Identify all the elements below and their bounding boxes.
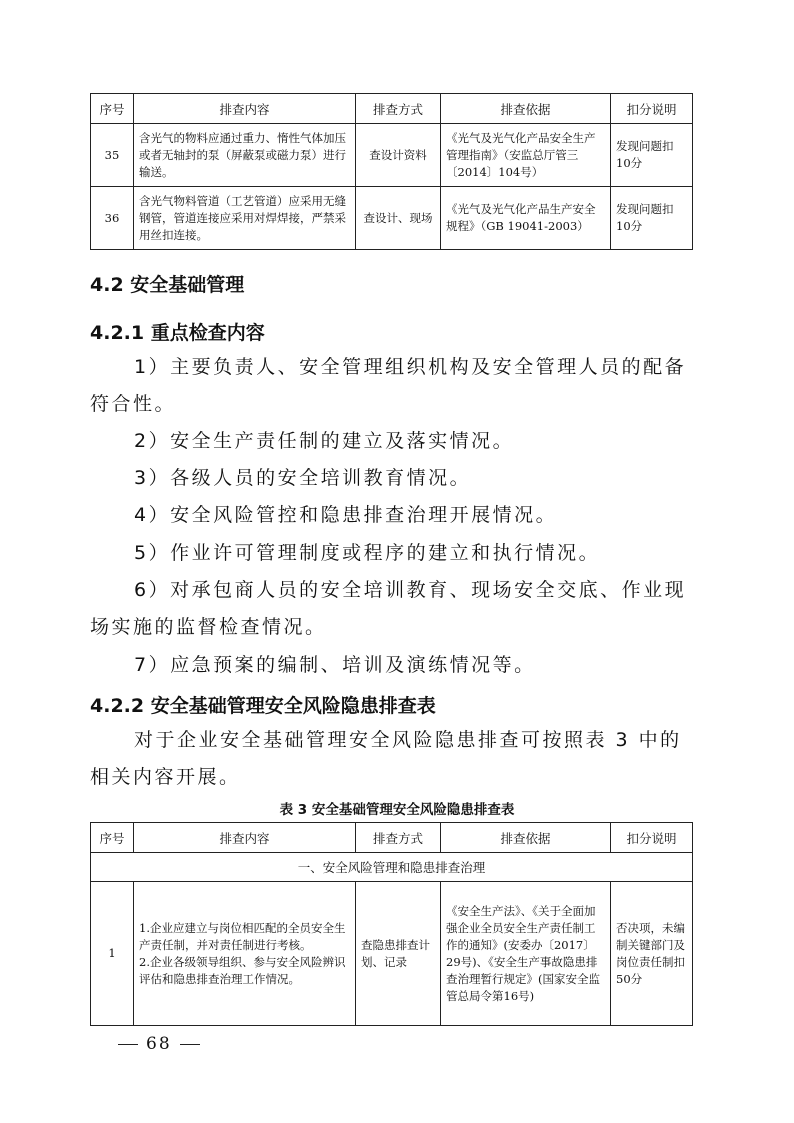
intro-paragraph: 对于企业安全基础管理安全风险隐患排查可按照表 3 中的相关内容开展。	[90, 729, 682, 788]
row-method: 查隐患排查计划、记录	[356, 882, 441, 1026]
row-content-line: 1.企业应建立与岗位相匹配的全员安全生产责任制，并对责任制进行考核。	[139, 920, 346, 952]
table-header-row	[91, 823, 693, 853]
row-deduction: 发现问题扣10分	[611, 124, 693, 187]
row-method: 查设计资料	[356, 124, 441, 187]
header-deduction: 扣分说明	[611, 94, 693, 124]
item-3: 3）各级人员的安全培训教育情况。	[134, 467, 472, 489]
row-content: 含光气的物料应通过重力、惰性气体加压或者无轴封的泵（屏蔽泵或磁力泵）进行输送。	[134, 124, 356, 187]
row-no: 36	[91, 187, 134, 250]
row-basis: 《光气及光气化产品安全生产管理指南》（安监总厅管三〔2014〕104号）	[441, 124, 611, 187]
header-content: 排查内容	[134, 94, 356, 124]
header-no: 序号	[91, 823, 134, 853]
row-content-line: 2.企业各级领导组织、参与安全风险辨识评估和隐患排查治理工作情况。	[139, 954, 346, 986]
table-row	[91, 882, 693, 1026]
item-4: 4）安全风险管控和隐患排查治理开展情况。	[134, 504, 558, 526]
header-no: 序号	[91, 94, 134, 124]
table-section-row	[91, 853, 693, 882]
risk-table-top	[90, 93, 693, 250]
row-basis: 《安全生产法》、《关于全面加强企业全员安全生产责任制工作的通知》(安委办〔2017〕29号)、《安全生产事故隐患排查治理暂行规定》(国家安全监管总局令第16号)	[441, 882, 611, 1026]
footer-dash-left	[118, 1044, 138, 1045]
row-method: 查设计、现场	[356, 187, 441, 250]
table-header-row	[91, 94, 693, 124]
header-basis: 排查依据	[441, 823, 611, 853]
row-deduction: 发现问题扣10分	[611, 187, 693, 250]
table-section-label: 一、安全风险管理和隐患排查治理	[91, 853, 693, 882]
section-heading-4-2: 4.2 安全基础管理	[90, 274, 245, 296]
row-no: 1	[91, 882, 134, 1026]
page-footer	[110, 1034, 208, 1054]
row-deduction: 否决项，未编制关键部门及岗位责任制扣50分	[611, 882, 693, 1026]
item-2: 2）安全生产责任制的建立及落实情况。	[134, 430, 515, 452]
item-6: 6）对承包商人员的安全培训教育、现场安全交底、作业现场实施的监督检查情况。	[90, 579, 687, 638]
header-basis: 排查依据	[441, 94, 611, 124]
row-content	[134, 882, 356, 1026]
section-heading-4-2-1: 4.2.1 重点检查内容	[90, 322, 265, 344]
header-method: 排查方式	[356, 823, 441, 853]
table-row	[91, 187, 693, 250]
table3-caption: 表 3 安全基础管理安全风险隐患排查表	[279, 802, 515, 818]
table-row	[91, 124, 693, 187]
header-method: 排查方式	[356, 94, 441, 124]
risk-table-3	[90, 822, 693, 1026]
footer-dash-right	[180, 1044, 200, 1045]
section-heading-4-2-2: 4.2.2 安全基础管理安全风险隐患排查表	[90, 695, 436, 717]
header-content: 排查内容	[134, 823, 356, 853]
row-no: 35	[91, 124, 134, 187]
row-basis: 《光气及光气化产品生产安全规程》（GB 19041-2003）	[441, 187, 611, 250]
item-5: 5）作业许可管理制度或程序的建立和执行情况。	[134, 542, 601, 564]
row-content: 含光气物料管道（工艺管道）应采用无缝钢管，管道连接应采用对焊焊接，严禁采用丝扣连接。	[134, 187, 356, 250]
item-1: 1）主要负责人、安全管理组织机构及安全管理人员的配备符合性。	[90, 356, 687, 415]
page-number: 68	[146, 1034, 172, 1054]
header-deduction: 扣分说明	[611, 823, 693, 853]
item-7: 7）应急预案的编制、培训及演练情况等。	[134, 654, 536, 676]
